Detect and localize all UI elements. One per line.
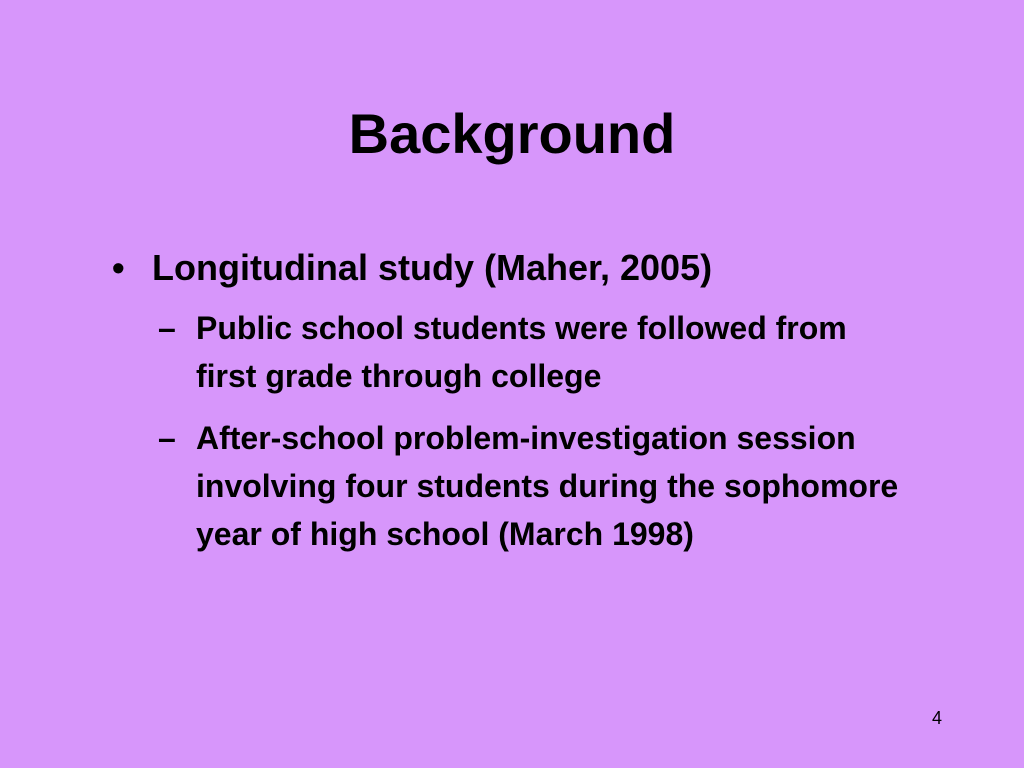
sub-bullet-item xyxy=(158,304,932,400)
dash-marker: – xyxy=(158,310,176,346)
bullet-line xyxy=(112,242,932,294)
slide-title: Background xyxy=(348,102,676,165)
dash-marker: – xyxy=(158,420,176,456)
bullet-text: Longitudinal study (Maher, 2005) xyxy=(152,247,713,288)
sub-bullet-item xyxy=(158,414,932,558)
bullet-marker: • xyxy=(112,247,125,288)
sub-bullet-text: After-school problem-investigation session involving four students during the sophomore year of high school (March 1998) xyxy=(196,420,899,552)
sub-bullet-text: Public school students were followed from first grade through college xyxy=(196,310,847,394)
sub-bullet-list xyxy=(158,304,932,558)
bullet-item xyxy=(112,242,932,558)
bullet-list xyxy=(112,242,932,572)
page-number: 4 xyxy=(931,708,942,728)
